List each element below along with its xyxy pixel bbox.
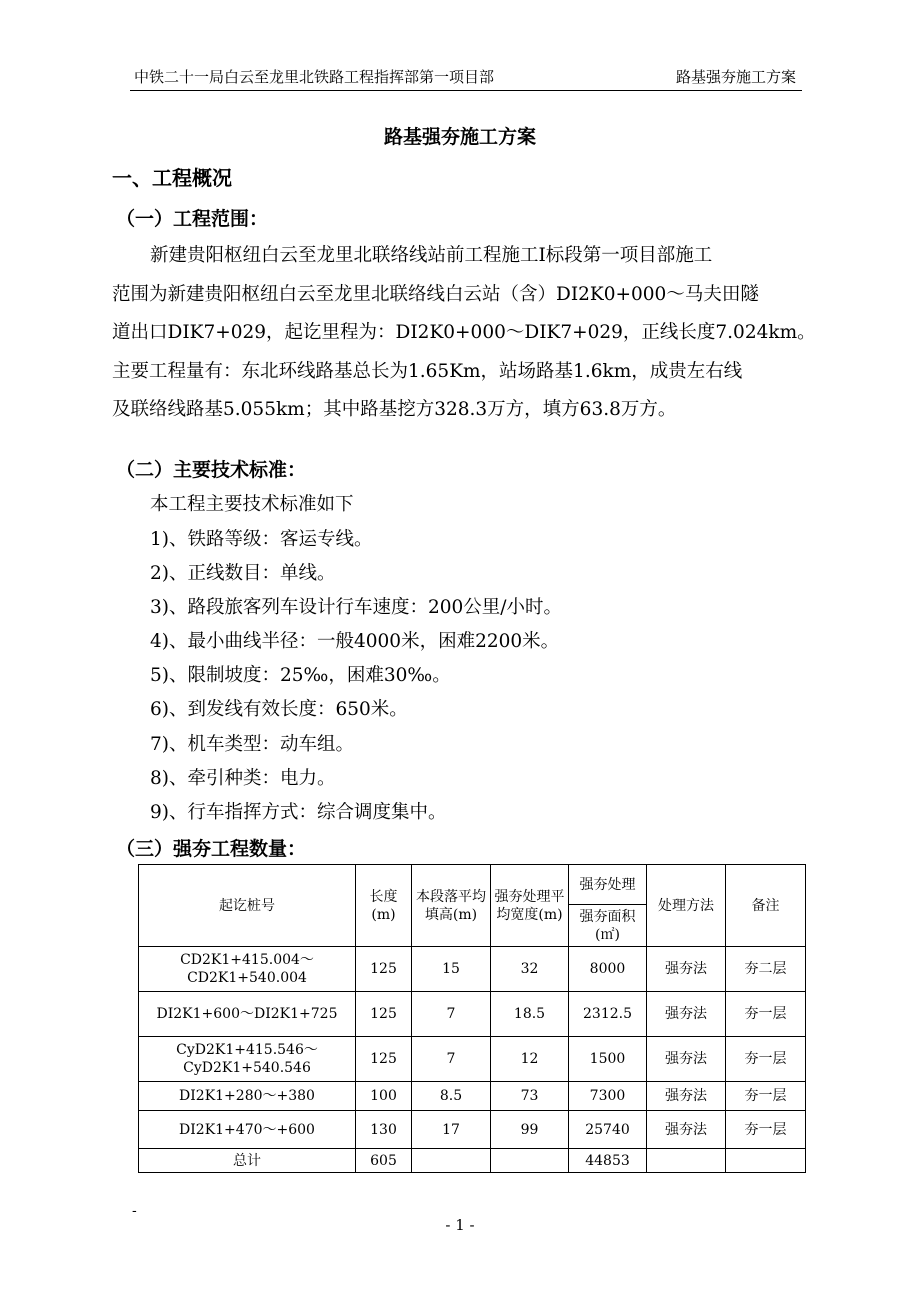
cell-width: 12	[491, 1037, 569, 1082]
cell-station: DI2K1+470～+600	[139, 1111, 356, 1149]
cell-station: DI2K1+280～+380	[139, 1082, 356, 1111]
cell-method: 强夯法	[647, 947, 726, 992]
subsection-heading-quantities: （三）强夯工程数量：	[116, 838, 307, 860]
cell-fill-height: 17	[412, 1111, 491, 1149]
cell-fill-height: 7	[412, 992, 491, 1037]
table-header-row	[139, 865, 806, 905]
header-station: 起讫桩号	[139, 865, 356, 947]
footer-mark: -	[132, 1203, 137, 1219]
header-length: 长度(m)	[356, 865, 412, 947]
page-header	[130, 64, 802, 91]
cell-area: 25740	[569, 1111, 647, 1149]
table-row	[139, 1082, 806, 1111]
cell-fill-height: 15	[412, 947, 491, 992]
cell-width: 73	[491, 1082, 569, 1111]
cell-station: CD2K1+415.004～CD2K1+540.004	[139, 947, 356, 992]
cell-note: 夯二层	[726, 947, 806, 992]
cell-width: 32	[491, 947, 569, 992]
scope-line: 范围为新建贵阳枢纽白云至龙里北联络线白云站（含）DI2K0+000～马夫田隧	[112, 283, 759, 305]
header-width: 强夯处理平均宽度(m)	[491, 865, 569, 947]
cell-note: 夯一层	[726, 1037, 806, 1082]
cell-empty	[647, 1149, 726, 1173]
standard-item: 9)、行车指挥方式：综合调度集中。	[150, 802, 447, 823]
cell-method: 强夯法	[647, 1111, 726, 1149]
standard-item: 1)、铁路等级：客运专线。	[150, 529, 373, 550]
cell-length: 125	[356, 947, 412, 992]
page-number: - 1 -	[445, 1216, 475, 1234]
cell-area: 2312.5	[569, 992, 647, 1037]
table-row	[139, 992, 806, 1037]
standard-item: 5)、限制坡度：25‰，困难30‰。	[150, 665, 451, 686]
cell-width: 18.5	[491, 992, 569, 1037]
subsection-heading-standards: （二）主要技术标准：	[116, 459, 307, 481]
document-title: 路基强夯施工方案	[383, 126, 536, 148]
cell-fill-height: 7	[412, 1037, 491, 1082]
cell-station: CyD2K1+415.546～CyD2K1+540.546	[139, 1037, 356, 1082]
standard-item: 7)、机车类型：动车组。	[150, 734, 354, 755]
table-total-row	[139, 1149, 806, 1173]
scope-paragraph	[112, 237, 832, 430]
cell-width: 99	[491, 1111, 569, 1149]
standard-item: 3)、路段旅客列车设计行车速度：200公里/小时。	[150, 597, 563, 618]
table-row	[139, 1037, 806, 1082]
cell-fill-height: 8.5	[412, 1082, 491, 1111]
header-note: 备注	[726, 865, 806, 947]
subsection-heading-scope: （一）工程范围：	[116, 208, 269, 230]
cell-total-label: 总计	[139, 1149, 356, 1173]
cell-total-area: 44853	[569, 1149, 647, 1173]
cell-method: 强夯法	[647, 992, 726, 1037]
standard-item: 8)、牵引种类：电力。	[150, 768, 336, 789]
cell-empty	[412, 1149, 491, 1173]
header-treatment-group: 强夯处理	[569, 865, 647, 905]
cell-empty	[726, 1149, 806, 1173]
scope-line-text: 新建贵阳枢纽白云至龙里北联络线站前工程施工Ⅰ标段第一项目部施工	[150, 245, 713, 266]
cell-length: 125	[356, 1037, 412, 1082]
cell-note: 夯一层	[726, 1111, 806, 1149]
header-method: 处理方法	[647, 865, 726, 947]
table-row	[139, 947, 806, 992]
cell-note: 夯一层	[726, 1082, 806, 1111]
compaction-quantity-table	[138, 864, 806, 1173]
standard-item: 4)、最小曲线半径：一般4000米，困难2200米。	[150, 631, 560, 652]
header-area: 强夯面积(㎡)	[569, 905, 647, 947]
cell-station: DI2K1+600～DI2K1+725	[139, 992, 356, 1037]
cell-length: 100	[356, 1082, 412, 1111]
scope-line: 道出口DIK7+029，起讫里程为：DI2K0+000～DIK7+029，正线长度7.024km。	[112, 322, 816, 343]
cell-area: 8000	[569, 947, 647, 992]
cell-area: 7300	[569, 1082, 647, 1111]
standards-intro: 本工程主要技术标准如下	[150, 494, 354, 515]
scope-line	[112, 237, 832, 276]
scope-line: 及联络线路基5.055km；其中路基挖方328.3万方，填方63.8万方。	[112, 399, 677, 420]
table-row	[139, 1111, 806, 1149]
cell-empty	[491, 1149, 569, 1173]
cell-length: 125	[356, 992, 412, 1037]
standard-item: 2)、正线数目：单线。	[150, 563, 336, 584]
header-document-title: 路基强夯施工方案	[675, 68, 796, 86]
cell-area: 1500	[569, 1037, 647, 1082]
header-organization: 中铁二十一局白云至龙里北铁路工程指挥部第一项目部	[134, 68, 495, 86]
cell-note: 夯一层	[726, 992, 806, 1037]
cell-length: 130	[356, 1111, 412, 1149]
section-heading-overview: 一、工程概况	[112, 166, 232, 190]
cell-method: 强夯法	[647, 1082, 726, 1111]
header-fill-height: 本段落平均填高(m)	[412, 865, 491, 947]
standard-item: 6)、到发线有效长度：650米。	[150, 699, 408, 720]
scope-line: 主要工程量有：东北环线路基总长为1.65Km，站场路基1.6km，成贵左右线	[112, 360, 743, 382]
cell-total-length: 605	[356, 1149, 412, 1173]
cell-method: 强夯法	[647, 1037, 726, 1082]
